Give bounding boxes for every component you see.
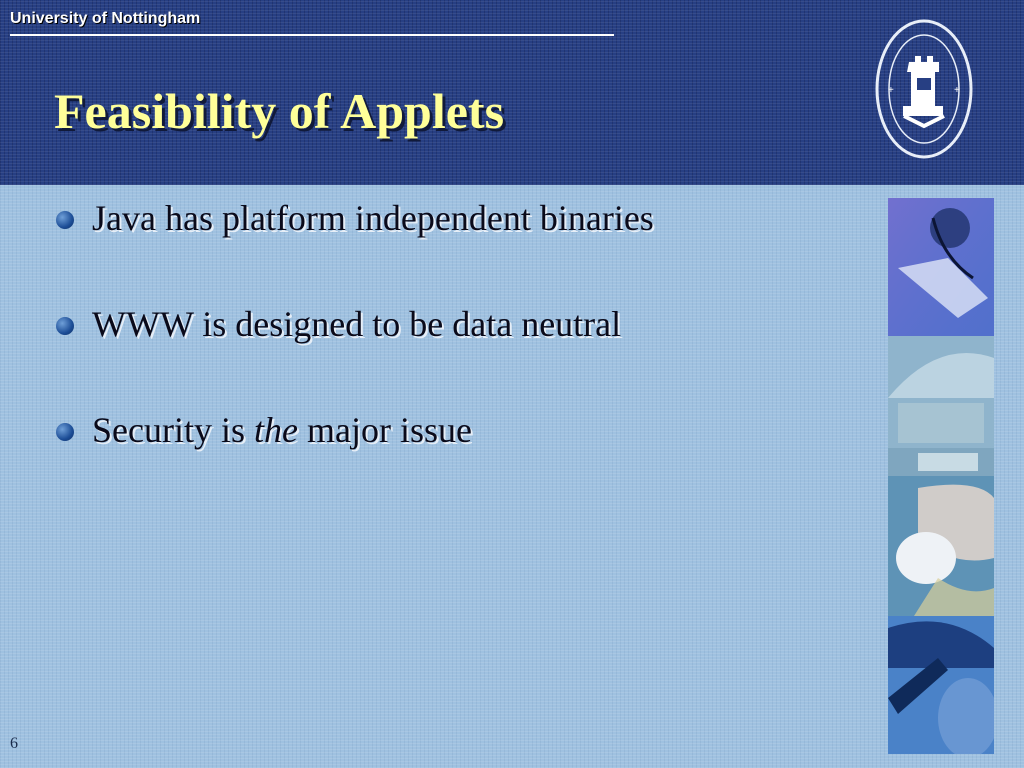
bullet-item [56, 302, 654, 408]
institution-name: University of Nottingham [10, 10, 201, 27]
bullet-text: Java has platform independent binaries [92, 198, 654, 238]
header-divider [10, 34, 614, 36]
bullet-text-start: Security is [92, 410, 254, 450]
bullet-text-end: major issue [297, 410, 472, 450]
photo-tile-mouse [888, 476, 994, 616]
photo-tile-headset [888, 198, 994, 336]
page-number: 6 [10, 735, 18, 752]
slide-title: Feasibility of Applets [54, 83, 505, 139]
bullet-list [56, 196, 654, 514]
university-seal-icon [874, 18, 974, 160]
svg-text:+: + [888, 85, 894, 96]
decorative-photo-strip [888, 198, 994, 754]
bullet-dot-icon [56, 211, 74, 229]
bullet-dot-icon [56, 317, 74, 335]
bullet-text-emphasis: the [253, 410, 298, 450]
bullet-item [56, 408, 654, 514]
svg-text:+: + [954, 85, 960, 96]
photo-tile-person [888, 616, 994, 754]
photo-tile-building [888, 336, 994, 476]
bullet-item [56, 196, 654, 302]
header-band [0, 0, 1024, 185]
bullet-dot-icon [56, 423, 74, 441]
bullet-text: WWW is designed to be data neutral [92, 304, 622, 344]
